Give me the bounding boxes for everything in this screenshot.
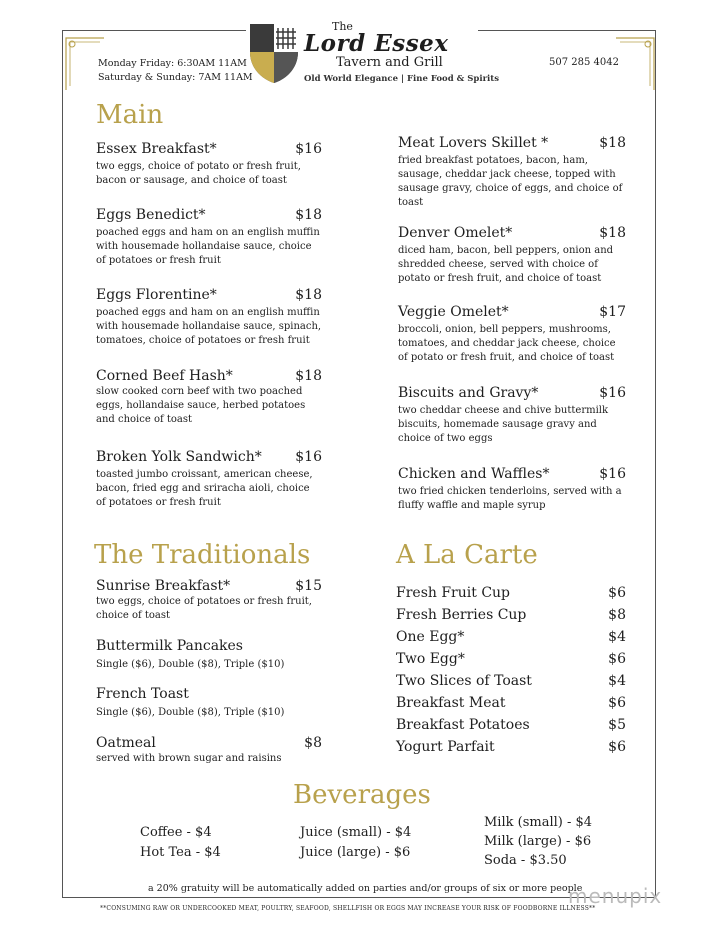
a-la-carte-item <box>396 629 626 651</box>
menu-item <box>96 686 322 720</box>
item-description: two eggs, choice of potatoes or fresh fruit, choice of toast <box>96 596 312 621</box>
menu-item <box>398 466 626 513</box>
item-price: $15 <box>295 578 322 594</box>
a-la-carte-item <box>396 695 626 717</box>
item-price: $18 <box>599 135 626 151</box>
menu-item <box>96 287 322 348</box>
item-name: Oatmeal <box>96 735 156 751</box>
item-description: poached eggs and ham on an english muffin with housemade hollandaise sauce, choice of potatoes or fresh fruit <box>96 227 320 266</box>
item-price: $4 <box>608 673 626 689</box>
section-title-traditionals: The Traditionals <box>94 540 311 570</box>
a-la-carte-item <box>396 585 626 607</box>
menu-item <box>96 141 322 188</box>
menu-item <box>96 207 322 268</box>
tagline: Old World Elegance | Fine Food & Spirits <box>304 74 499 84</box>
section-title-beverages: Beverages <box>293 780 431 810</box>
section-title-main: Main <box>96 100 164 130</box>
beverage-item: Milk (small) - $4 <box>484 815 593 830</box>
a-la-carte-item <box>396 739 626 761</box>
item-name: Essex Breakfast* <box>96 141 217 157</box>
item-price: $8 <box>608 607 626 623</box>
item-name: Eggs Benedict* <box>96 207 206 223</box>
item-description: fried breakfast potatoes, bacon, ham, sausage, cheddar jack cheese, topped with sausage gravy, choice of eggs, and choice of toast <box>398 155 623 208</box>
item-price: $18 <box>295 287 322 303</box>
item-description: poached eggs and ham on an english muffin with housemade hollandaise sauce, spinach, tomatoes, choice of potatoes or fresh fruit <box>96 307 322 346</box>
item-description: diced ham, bacon, bell peppers, onion and shredded cheese, served with choice of potato or fresh fruit, and choice of toast <box>398 245 614 284</box>
item-name: Meat Lovers Skillet * <box>398 135 549 151</box>
menu-item <box>96 578 322 623</box>
item-price: $8 <box>304 735 322 751</box>
beverage-item: Juice (small) - $4 <box>300 825 412 840</box>
item-name: Yogurt Parfait <box>396 739 495 755</box>
a-la-carte-item <box>396 607 626 629</box>
item-price: $16 <box>599 466 626 482</box>
item-name: Breakfast Meat <box>396 695 506 711</box>
item-name: Veggie Omelet* <box>398 304 509 320</box>
item-name: Biscuits and Gravy* <box>398 385 539 401</box>
watermark: menupix <box>568 884 663 908</box>
item-description: two cheddar cheese and chive buttermilk biscuits, homemade sausage gravy and choice of two eggs <box>398 405 609 444</box>
item-price: $4 <box>608 629 626 645</box>
item-name: Broken Yolk Sandwich* <box>96 449 262 465</box>
item-name: Fresh Fruit Cup <box>396 585 511 601</box>
menu-item <box>96 735 322 766</box>
menu-item <box>96 449 322 510</box>
logo-the: The <box>332 20 353 33</box>
item-description: two eggs, choice of potato or fresh fruit, bacon or sausage, and choice of toast <box>96 161 301 186</box>
hours-weekday: Monday Friday: 6:30AM 11AM <box>98 58 247 69</box>
section-title-a-la-carte: A La Carte <box>396 540 538 570</box>
item-description: two fried chicken tenderloins, served with a fluffy waffle and maple syrup <box>398 486 622 511</box>
item-price: $6 <box>608 695 626 711</box>
item-price: $16 <box>295 449 322 465</box>
item-name: Buttermilk Pancakes <box>96 638 243 654</box>
menu-item <box>96 368 322 427</box>
beverage-item: Coffee - $4 <box>140 825 212 840</box>
item-price: $17 <box>599 304 626 320</box>
item-description: Single ($6), Double ($8), Triple ($10) <box>96 659 285 670</box>
item-description: broccoli, onion, bell peppers, mushrooms, tomatoes, and cheddar jack cheese, choice of potato or fresh fruit, and choice of toast <box>398 324 616 363</box>
item-price: $16 <box>599 385 626 401</box>
a-la-carte-item <box>396 673 626 695</box>
item-name: Two Egg* <box>396 651 465 667</box>
menu-item <box>398 225 626 286</box>
item-name: Fresh Berries Cup <box>396 607 527 623</box>
item-name: Corned Beef Hash* <box>96 368 233 384</box>
menu-item <box>398 304 626 365</box>
consumption-warning: **CONSUMING RAW OR UNDERCOOKED MEAT, POULTRY, SEAFOOD, SHELLFISH OR EGGS MAY INCREASE YOUR RISK OF FOODBORNE ILLNESS** <box>100 905 596 912</box>
item-price: $18 <box>295 207 322 223</box>
item-name: Chicken and Waffles* <box>398 466 550 482</box>
item-price: $16 <box>295 141 322 157</box>
beverage-item: Milk (large) - $6 <box>484 834 592 849</box>
item-description: toasted jumbo croissant, american cheese, bacon, fried egg and sriracha aioli, choice of potatoes or fresh fruit <box>96 469 313 508</box>
beverage-item: Juice (large) - $6 <box>300 845 411 860</box>
a-la-carte-item <box>396 717 626 739</box>
item-price: $18 <box>295 368 322 384</box>
phone-number: 507 285 4042 <box>549 57 619 68</box>
beverage-item: Hot Tea - $4 <box>140 845 221 860</box>
item-description: Single ($6), Double ($8), Triple ($10) <box>96 707 285 718</box>
item-name: Eggs Florentine* <box>96 287 217 303</box>
item-price: $6 <box>608 651 626 667</box>
beverage-item: Soda - $3.50 <box>484 853 567 868</box>
restaurant-logo <box>246 20 499 88</box>
item-name: Two Slices of Toast <box>396 673 532 689</box>
item-price: $6 <box>608 739 626 755</box>
menu-item <box>398 135 626 210</box>
item-name: One Egg* <box>396 629 465 645</box>
shield-icon <box>248 22 300 84</box>
logo-subtitle: Tavern and Grill <box>336 55 443 70</box>
item-description: slow cooked corn beef with two poached eggs, hollandaise sauce, herbed potatoes and choice of toast <box>96 386 306 425</box>
menu-item <box>398 385 626 446</box>
hours-weekend: Saturday & Sunday: 7AM 11AM <box>98 72 253 83</box>
menu-item <box>96 638 322 672</box>
item-name: Breakfast Potatoes <box>396 717 530 733</box>
a-la-carte-item <box>396 651 626 673</box>
item-name: Denver Omelet* <box>398 225 513 241</box>
logo-name: Lord Essex <box>304 30 449 57</box>
opening-hours <box>98 57 253 85</box>
item-price: $6 <box>608 585 626 601</box>
item-price: $18 <box>599 225 626 241</box>
item-description: served with brown sugar and raisins <box>96 753 282 764</box>
gratuity-note: a 20% gratuity will be automatically added on parties and/or groups of six or more people <box>148 883 583 894</box>
item-name: French Toast <box>96 686 189 702</box>
item-name: Sunrise Breakfast* <box>96 578 231 594</box>
item-price: $5 <box>608 717 626 733</box>
